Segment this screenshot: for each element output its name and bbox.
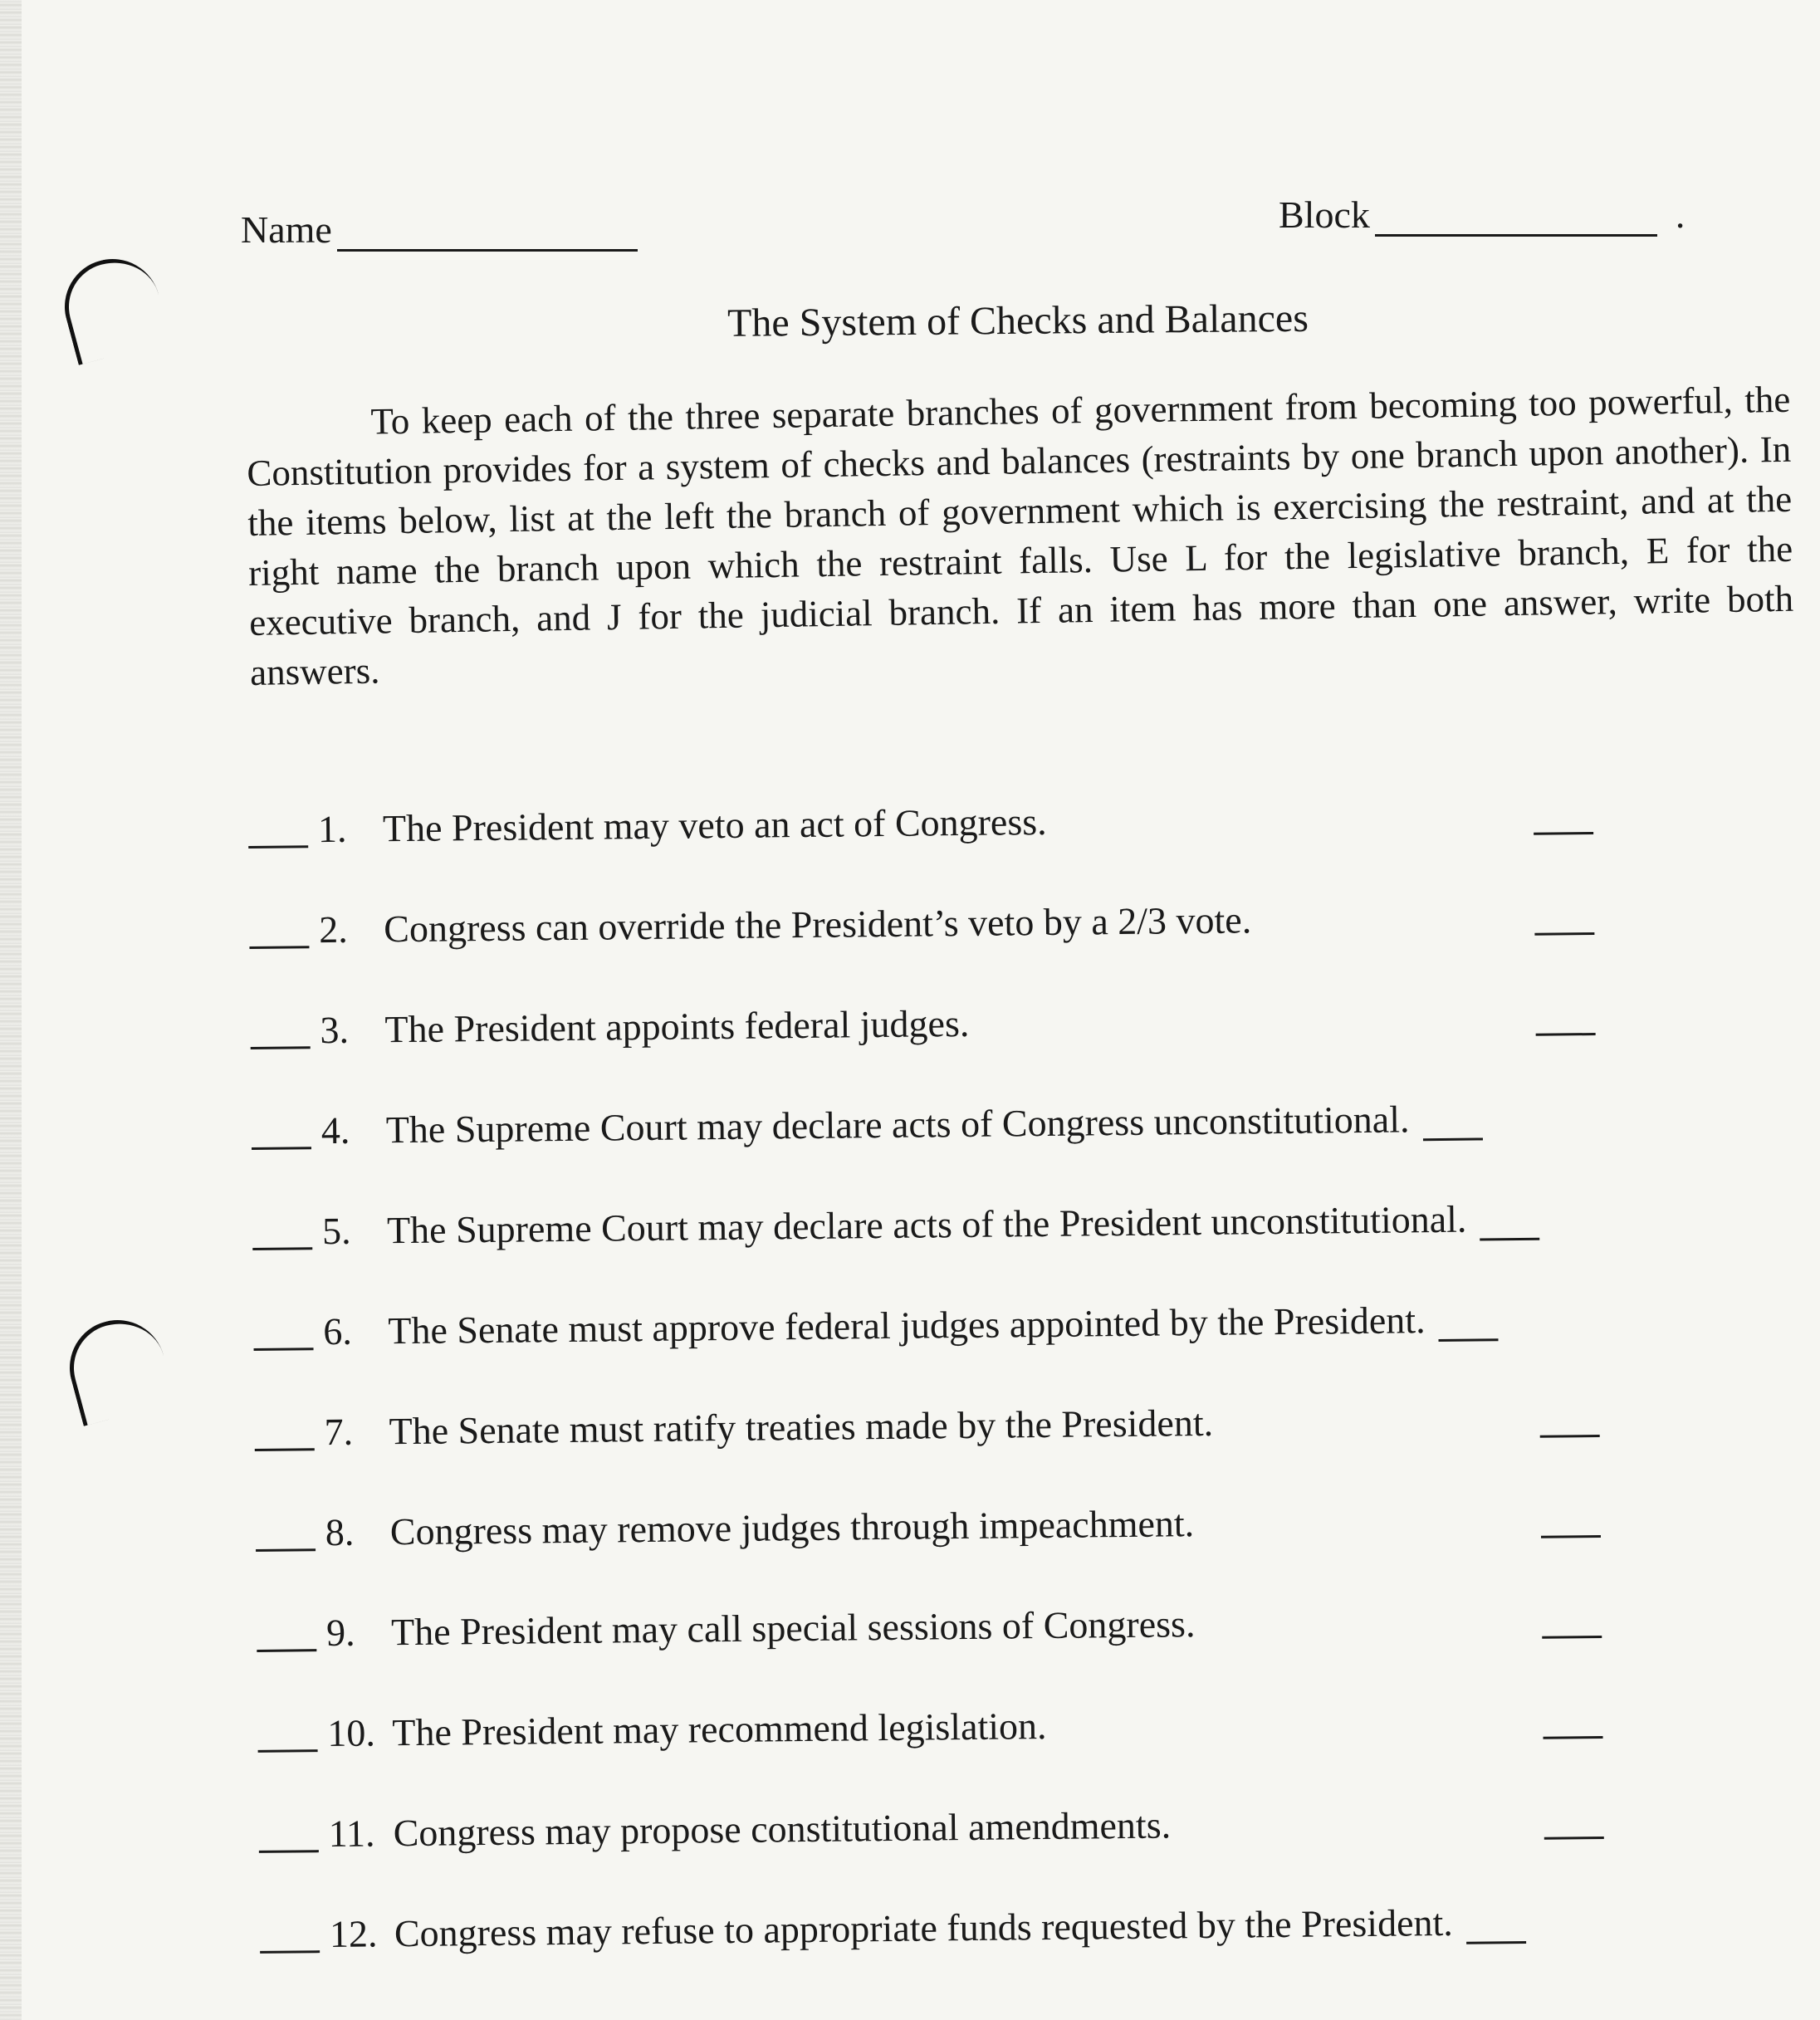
question-item xyxy=(250,937,1695,1053)
block-field-row xyxy=(1279,193,1685,237)
instructions-paragraph: To keep each of the three separate branches of government from becoming too powerful, the Constitution provides for a system of checks and balances (restraints by one branch upon another). In the items below, list at the left the branch of government which is exercising the restraint, and at the right name the branch upon which the restraint falls. Use L for the legislative branch, E for the executive branch, and J for the judicial branch. If an item has more than one answer, write both answers. xyxy=(247,378,1794,693)
question-item xyxy=(247,736,1693,852)
answer-blank-left[interactable] xyxy=(252,1122,311,1150)
question-text: The Supreme Court may declare acts of the President unconstitutional. xyxy=(386,1197,1467,1252)
question-text: Congress may refuse to appropriate funds requested by the President. xyxy=(394,1900,1454,1955)
answer-blank-right[interactable] xyxy=(1542,1611,1602,1639)
answer-blank-left[interactable] xyxy=(260,1925,320,1954)
question-number: 3. xyxy=(320,1008,350,1052)
question-item xyxy=(254,1339,1700,1455)
name-field-row xyxy=(241,208,638,252)
question-item xyxy=(252,1138,1697,1254)
question-text: Congress may propose constitutional amendments. xyxy=(393,1803,1172,1855)
question-text: The President may call special sessions of Congress. xyxy=(390,1602,1196,1654)
answer-blank-left[interactable] xyxy=(253,1323,313,1351)
question-text: The President may veto an act of Congress. xyxy=(382,800,1047,850)
answer-blank-right[interactable] xyxy=(1534,807,1593,835)
question-item xyxy=(257,1641,1702,1756)
name-label: Name xyxy=(241,208,332,251)
question-text: Congress may remove judges through impeachment. xyxy=(389,1502,1195,1553)
answer-blank-left[interactable] xyxy=(250,1021,310,1049)
answer-blank-right[interactable] xyxy=(1534,907,1594,936)
question-number: 9. xyxy=(325,1611,355,1655)
answer-blank-left[interactable] xyxy=(257,1624,316,1652)
question-item xyxy=(255,1440,1700,1555)
answer-blank-left[interactable] xyxy=(252,1222,312,1250)
answer-blank-right[interactable] xyxy=(1543,1711,1602,1739)
block-trailing-dot: . xyxy=(1675,193,1685,236)
question-list xyxy=(247,736,1705,1957)
name-blank[interactable] xyxy=(337,216,638,252)
block-label: Block xyxy=(1279,193,1370,236)
question-text: The President may recommend legislation. xyxy=(392,1704,1047,1754)
answer-blank-right[interactable] xyxy=(1539,1410,1599,1438)
question-text: Congress can override the President’s veto by a 2/3 vote. xyxy=(383,898,1252,951)
answer-blank-right[interactable] xyxy=(1544,1812,1603,1840)
question-number: 5. xyxy=(321,1209,351,1253)
question-text: The Supreme Court may declare acts of Congress unconstitutional. xyxy=(385,1098,1410,1152)
question-item xyxy=(252,1239,1698,1354)
question-text: The President appoints federal judges. xyxy=(384,1001,970,1051)
question-number: 4. xyxy=(320,1108,350,1152)
question-item xyxy=(251,1038,1696,1153)
punch-hole-mark-middle xyxy=(59,1309,176,1426)
answer-blank-right[interactable] xyxy=(1438,1313,1498,1342)
answer-blank-left[interactable] xyxy=(259,1825,319,1853)
question-number: 6. xyxy=(323,1309,353,1353)
scan-edge-noise xyxy=(0,0,22,2020)
question-item xyxy=(259,1841,1705,1957)
question-text: The Senate must approve federal judges appointed by the President. xyxy=(388,1299,1426,1352)
answer-blank-left[interactable] xyxy=(257,1724,317,1753)
answer-blank-right[interactable] xyxy=(1422,1113,1482,1141)
question-item xyxy=(258,1741,1704,1856)
question-number: 12. xyxy=(329,1912,378,1956)
worksheet-title-container xyxy=(0,291,1820,352)
question-number: 7. xyxy=(324,1410,354,1454)
question-number: 10. xyxy=(327,1711,376,1755)
answer-blank-left[interactable] xyxy=(256,1524,316,1552)
answer-blank-right[interactable] xyxy=(1480,1213,1539,1241)
block-blank[interactable] xyxy=(1375,201,1657,237)
question-number: 1. xyxy=(317,807,347,851)
question-item xyxy=(248,837,1694,952)
question-text: The Senate must ratify treaties made by the President. xyxy=(389,1401,1214,1453)
answer-blank-right[interactable] xyxy=(1541,1510,1601,1538)
answer-blank-right[interactable] xyxy=(1535,1008,1595,1036)
question-number: 2. xyxy=(318,907,349,951)
question-number: 8. xyxy=(325,1510,355,1554)
answer-blank-right[interactable] xyxy=(1466,1916,1526,1944)
answer-blank-left[interactable] xyxy=(248,820,308,849)
answer-blank-left[interactable] xyxy=(254,1423,314,1451)
question-number: 11. xyxy=(328,1812,375,1856)
question-item xyxy=(256,1540,1701,1656)
answer-blank-left[interactable] xyxy=(249,921,309,949)
worksheet-title: The System of Checks and Balances xyxy=(727,296,1309,345)
